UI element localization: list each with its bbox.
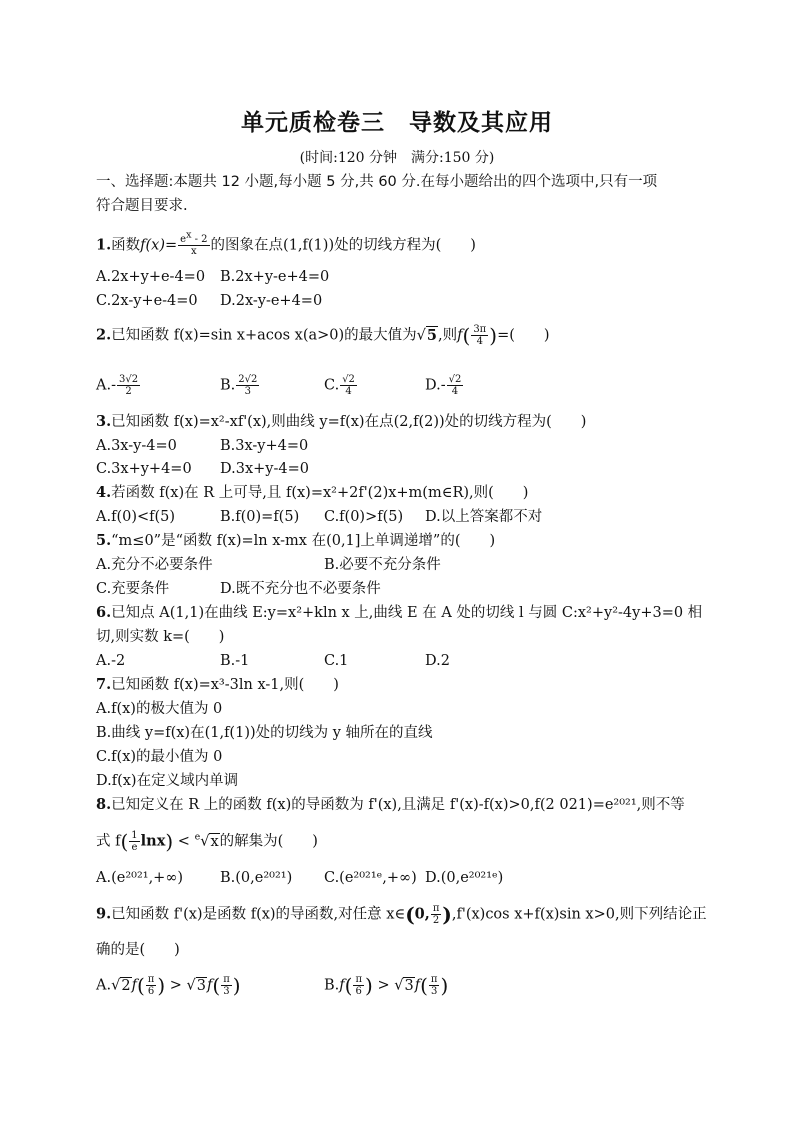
q1-frac-num-rest: - 2 [191,234,208,245]
question-5-stem [96,531,495,551]
q8-option-a[interactable]: A.(e²⁰²¹,+∞) [96,870,184,886]
q2-b-pre: B. [220,377,236,394]
q2-d-pre: D.- [425,377,446,394]
q5-option-c[interactable]: C.充要条件 [96,581,170,597]
q8-mid: < [173,833,195,850]
q7-option-d[interactable]: D.f(x)在定义域内单调 [96,773,239,789]
q5-option-d[interactable]: D.既不充分也不必要条件 [220,581,381,597]
q8-option-d[interactable]: D.(0,e²⁰²¹ᵉ) [425,870,504,886]
q9-stem1-b: ,f'(x)cos x+f(x)sin x>0,则下列结论正 [451,906,707,923]
q2-stem-c: =( ) [497,327,550,344]
q4-option-a[interactable]: A.f(0)<f(5) [96,509,176,525]
q6-option-c[interactable]: C.1 [324,653,349,669]
question-9-stem-line2: 确的是( ) [96,942,180,958]
q8-stem2-post: 的解集为( ) [219,833,318,850]
q2-b-num: 2√2 [238,374,258,385]
q8-root-body: x [210,833,219,850]
q7-stem: 已知函数 f(x)=x³-3ln x-1,则( ) [111,677,339,693]
q9-interval-den: 2 [432,915,440,926]
q1-option-a[interactable]: A.2x+y+e-4=0 [96,269,206,285]
q2-option-a[interactable] [96,374,141,397]
q2-d-num: √2 [448,374,462,385]
q2-a-den: 2 [125,386,132,397]
q5-option-b[interactable]: B.必要不充分条件 [324,557,441,573]
question-6-stem-line2: 切,则实数 k=( ) [96,629,225,645]
q9-a-n2: π [223,974,230,985]
question-9-stem-line1: 9.已知函数 f'(x)是函数 f(x)的导函数,对任意 x∈(0, $\frac{\pi}{2}$ ),f'(x)cos x+f(x)sin x>0,则下列结论正 [96,902,707,927]
q9-b-f1: f [339,977,345,994]
q9-a-f1: f [131,977,137,994]
q9-b-d1: 6 [355,986,362,997]
section-instructions-line1: 一、选择题:本题共 12 小题,每小题 5 分,共 60 分.在每小题给出的四个选项中,只有一项 [96,174,658,190]
question-number: 3. [96,413,112,430]
question-6-stem-line1 [96,603,702,623]
question-number: 5. [96,532,112,549]
question-number: 1. [96,236,112,254]
q5-option-a[interactable]: A.充分不必要条件 [96,557,213,573]
question-number: 8. [96,796,112,813]
q2-option-c[interactable] [324,374,358,397]
q8-option-b[interactable]: B.(0,e²⁰²¹) [220,870,293,886]
q9-b-pre: B. [324,977,340,994]
q3-option-d[interactable]: D.3x+y-4=0 [220,461,309,477]
q4-stem: 若函数 f(x)在 R 上可导,且 f(x)=x²+2f'(2)x+m(m∈R),则( ) [111,485,529,501]
question-number: 9. [96,905,112,923]
q2-option-d[interactable] [425,374,464,397]
q9-b-root2: 3 [404,977,414,994]
question-number: 4. [96,484,112,501]
page-title: 单元质检卷三 导数及其应用 [241,110,553,136]
q7-option-b[interactable]: B.曲线 y=f(x)在(1,f(1))处的切线为 y 轴所在的直线 [96,725,433,741]
q9-b-mid: > [372,977,395,994]
q1-fx: f(x)= [140,237,178,254]
q1-pre: 函数 [111,237,141,254]
section-instructions-line2: 符合题目要求. [96,198,188,214]
q3-option-b[interactable]: B.3x-y+4=0 [220,438,309,454]
q9-a-mid: > [165,977,187,994]
q6-option-d[interactable]: D.2 [425,653,450,669]
q1-option-b[interactable]: B.2x+y-e+4=0 [220,269,330,285]
q9-option-b[interactable]: B.f( $\frac{\pi}{6}$ ) > √3f( $\frac{\pi}{3}$ ) [324,973,449,998]
q4-option-c[interactable]: C.f(0)>f(5) [324,509,404,525]
q2-fraction [471,324,488,347]
page-subtitle: (时间:120 分钟 满分:150 分) [299,150,495,166]
question-number: 2. [96,326,112,344]
q9-a-pre: A. [96,977,112,994]
q2-sqrt5: 5 [426,326,438,344]
q2-frac-den: 4 [476,336,483,347]
q2-a-num: 3√2 [118,374,139,385]
q1-frac-num: e [180,234,187,245]
q1-fraction [178,229,209,257]
q3-option-a[interactable]: A.3x-y-4=0 [96,438,177,454]
q8-root-index: e [194,831,201,843]
question-8-stem-line1 [96,795,685,815]
q3-option-c[interactable]: C.3x+y+4=0 [96,461,192,477]
question-1-stem [96,229,476,257]
q2-stem-a: 已知函数 f(x)=sin x+acos x(a>0)的最大值为 [111,327,417,344]
q2-c-num: √2 [342,374,355,385]
q9-a-root1: 2 [121,977,131,994]
q8-frac-den: e [131,842,138,853]
q8-ln: lnx [140,832,166,850]
q1-frac-den: x [191,246,197,257]
q9-stem1-a: 已知函数 f'(x)是函数 f(x)的导函数,对任意 x∈ [111,906,406,923]
q2-d-den: 4 [451,386,459,397]
question-number: 7. [96,676,112,693]
question-7-stem [96,675,339,695]
q6-option-b[interactable]: B.-1 [220,653,250,669]
q2-c-den: 4 [345,386,352,397]
q1-option-c[interactable]: C.2x-y+e-4=0 [96,293,198,309]
q9-a-root2: 3 [196,977,207,994]
q2-stem-b: ,则 [438,327,458,344]
q9-interval-num: π [432,903,440,914]
q9-b-n2: π [430,974,438,985]
q2-option-b[interactable] [220,374,260,397]
q9-b-n1: π [355,974,363,985]
q8-stem1: 已知定义在 R 上的函数 f(x)的导函数为 f'(x),且满足 f'(x)-f(x)>0,f(2 021)=e²⁰²¹,则不等 [111,797,685,813]
q9-a-n1: π [147,974,155,985]
q6-stem1: 已知点 A(1,1)在曲线 E:y=x²+kln x 上,曲线 E 在 A 处的切线 l 与圆 C:x²+y²-4y+3=0 相 [111,605,703,621]
question-number: 6. [96,604,112,621]
q5-stem: “m≤0”是“函数 f(x)=ln x-mx 在(0,1]上单调递增”的( ) [111,533,496,549]
q9-b-f2: f [414,977,421,994]
question-2-stem: 2.已知函数 f(x)=sin x+acos x(a>0)的最大值为√5,则f( $\frac{3\pi}{4}$ )=( ) [96,323,550,348]
q9-b-d2: 3 [430,986,438,997]
q7-option-c[interactable]: C.f(x)的最小值为 0 [96,749,223,765]
q6-option-a[interactable]: A.-2 [96,653,126,669]
q8-option-c[interactable]: C.(e²⁰²¹ᵉ,+∞) [324,870,417,886]
q1-post: 的图象在点(1,f(1))处的切线方程为( ) [210,237,476,254]
question-8-stem-line2: 式 f( $\frac{1}{e}$ lnx) < $^e$√x的解集为( ) [96,829,318,854]
q8-stem2-pre: 式 f [96,833,121,850]
q1-frac-exp: x [186,229,192,241]
question-3-stem [96,412,586,432]
q1-option-d[interactable]: D.2x-y-e+4=0 [220,293,323,309]
q2-f: f [457,327,463,344]
q3-stem: 已知函数 f(x)=x²-xf'(x),则曲线 y=f(x)在点(2,f(2))处的切线方程为( ) [111,414,587,430]
q2-b-den: 3 [244,386,251,397]
q9-a-d2: 3 [223,986,230,997]
q2-c-pre: C. [324,377,340,394]
q2-a-pre: A.- [96,377,116,394]
q4-option-b[interactable]: B.f(0)=f(5) [220,509,300,525]
q7-option-a[interactable]: A.f(x)的极大值为 0 [96,701,223,717]
q9-option-a[interactable]: A.√2f( $\frac{\pi}{6}$ ) > √3f( $\frac{\pi}{3}$ ) [96,973,241,998]
q9-a-d1: 6 [147,986,155,997]
q8-frac-num: 1 [131,830,138,841]
q2-frac-num: 3π [473,324,487,335]
q4-option-d[interactable]: D.以上答案都不对 [425,509,543,525]
q9-a-f2: f [207,977,213,994]
question-4-stem [96,483,528,503]
